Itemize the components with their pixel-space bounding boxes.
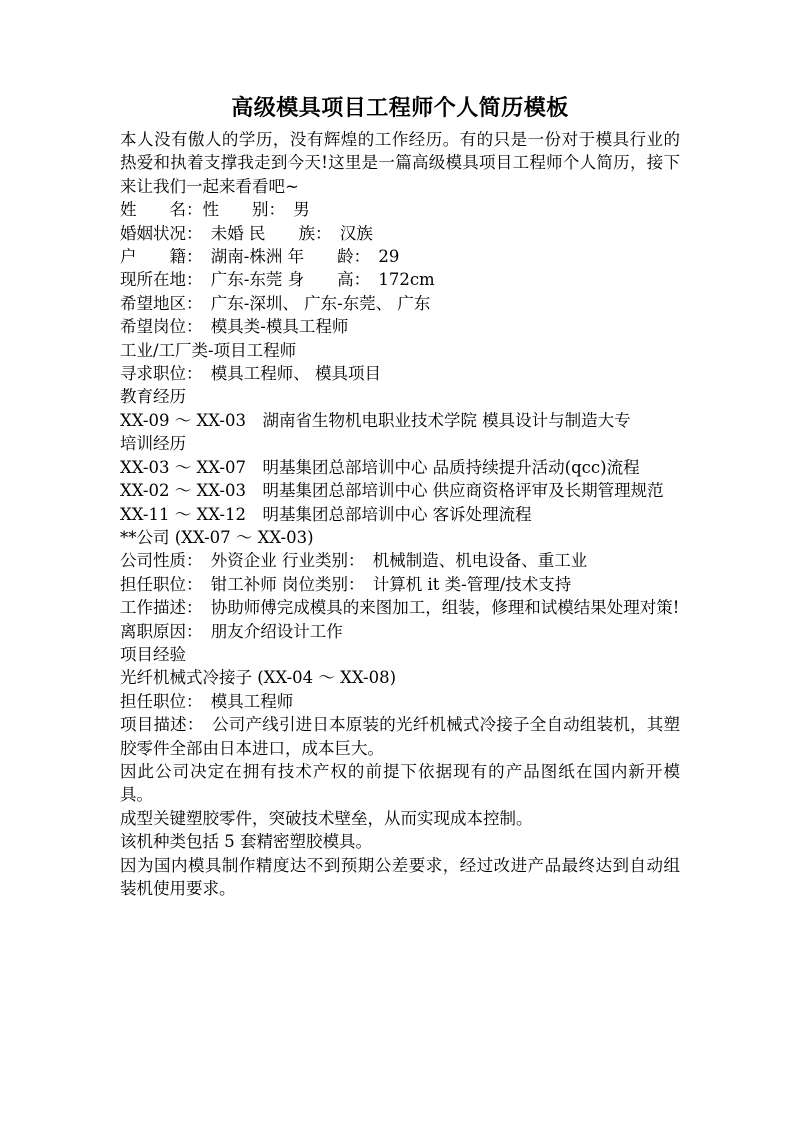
training-heading: 培训经历 [120,434,186,454]
project-detail-4: 因为国内模具制作精度达不到预期公差要求，经过改进产品最终达到自动组装机使用要求。 [120,855,680,898]
project-detail-2: 成型关键塑胶零件，突破技术壁垒，从而实现成本控制。 [120,808,533,828]
document-title: 高级模具项目工程师个人简历模板 [231,95,569,121]
work-description: 工作描述： 协助师傅完成模具的来图加工，组装，修理和试模结果处理对策! [120,598,680,618]
company-nature-line: 公司性质： 外资企业 行业类别： 机械制造、机电设备、重工业 [120,551,588,571]
name-gender-line: 姓 名：性 别： 男 [120,200,310,220]
resume-page [120,92,680,900]
project-heading: 项目经验 [120,644,186,664]
desired-position-line: 希望岗位： 模具类-模具工程师 [120,317,349,337]
work-position-line: 担任职位： 钳工补师 岗位类别： 计算机 it 类-管理/技术支持 [120,574,572,594]
hometown-age-line: 户 籍： 湖南-株洲 年 龄： 29 [120,247,400,267]
project-position-line: 担任职位： 模具工程师 [120,691,294,711]
document-body [120,128,680,900]
training-entry-2: XX-02 ～ XX-03 明基集团总部培训中心 供应商资格评审及长期管理规范 [120,481,664,501]
training-entry-3: XX-11 ～ XX-12 明基集团总部培训中心 客诉处理流程 [120,504,532,524]
education-entry: XX-09 ～ XX-03 湖南省生物机电职业技术学院 模具设计与制造大专 [120,410,631,430]
intro-paragraph: 本人没有傲人的学历，没有辉煌的工作经历。有的只是一份对于模具行业的热爱和执着支撑我走到今天!这里是一篇高级模具项目工程师个人简历，接下来让我们一起来看看吧~ [120,130,680,196]
project-detail-1: 因此公司决定在拥有技术产权的前提下依据现有的产品图纸在国内新开模具。 [120,761,680,805]
project-name-line: 光纤机械式冷接子 (XX-04 ～ XX-08) [120,668,397,688]
education-heading: 教育经历 [120,387,186,407]
training-entry-1: XX-03 ～ XX-07 明基集团总部培训中心 品质持续提升活动(qcc)流程 [120,457,640,477]
desired-region-line: 希望地区： 广东-深圳、 广东-东莞、 广东 [120,293,431,313]
desired-position-line-2: 工业/工厂类-项目工程师 [120,340,297,360]
project-description: 项目描述： 公司产线引进日本原装的光纤机械式冷接子全自动组装机，其塑胶零件全部由日本进口，成本巨大。 [120,715,680,758]
leaving-reason-line: 离职原因： 朋友介绍设计工作 [120,621,343,641]
location-height-line: 现所在地： 广东-东莞 身 高： 172cm [120,270,435,290]
job-sought-line: 寻求职位： 模具工程师、 模具项目 [120,364,381,384]
work-company-line: **公司 (XX-07 ～ XX-03) [120,527,314,547]
project-detail-3: 该机种类包括 5 套精密塑胶模具。 [120,832,372,852]
marital-ethnicity-line: 婚姻状况： 未婚 民 族： 汉族 [120,223,373,243]
